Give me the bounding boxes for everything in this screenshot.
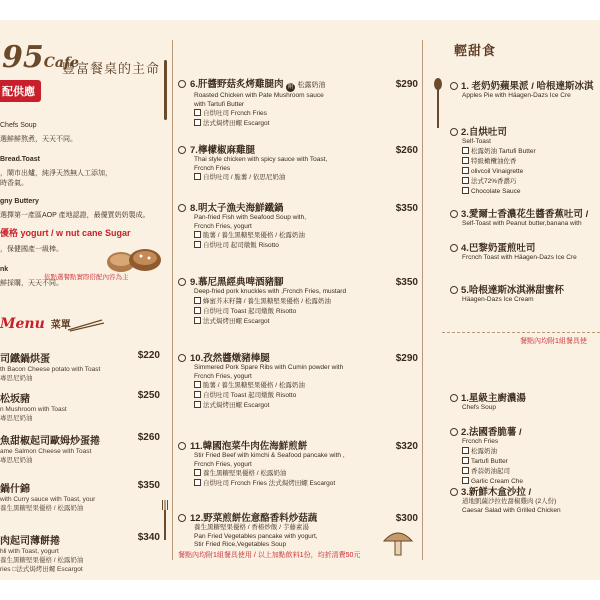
slogan: 豐富餐桌的主命: [62, 62, 161, 77]
checkbox-icon[interactable]: [462, 187, 469, 194]
sides-option: [462, 467, 600, 477]
dish-desc: Frcnch Fries: [194, 164, 231, 172]
items-title: [450, 240, 600, 254]
checkbox-icon[interactable]: [462, 457, 469, 464]
dish-option: [194, 317, 418, 327]
addon-label: [286, 82, 325, 89]
radio-icon[interactable]: [450, 428, 458, 436]
option-text: 脆薯 / 養生黑糖堅果優格 / 松露奶油: [203, 232, 305, 239]
dish-desc: ries □法式焗烤田螺 Escargot: [0, 566, 83, 573]
dish-number: 12.: [190, 513, 204, 524]
main-dish-footer-note: 餐點內均附1組餐具使用 / 以上加點飲料1份，均折清費50元: [178, 552, 361, 559]
dish-desc: 專思尼奶油: [0, 415, 33, 422]
left-menu-item: [0, 432, 160, 465]
items-title: [450, 124, 600, 138]
items-item: [450, 78, 600, 101]
main-dish-title: [178, 200, 283, 214]
dish-option: [194, 297, 418, 307]
dish-price: $350: [137, 480, 160, 491]
sides-name: 1.星級主廚濃湯: [461, 393, 526, 404]
dish-desc: n Mushroom with Toast: [0, 406, 67, 413]
checkbox-icon[interactable]: [194, 231, 201, 238]
sides-item: [450, 484, 600, 515]
option-text: 松露奶油: [471, 447, 497, 455]
checkbox-icon[interactable]: [462, 157, 469, 164]
radio-icon[interactable]: [450, 210, 458, 218]
items-option: [462, 147, 600, 157]
left-menu-item-row: [0, 350, 160, 365]
menu-card: [0, 20, 600, 580]
option-text: 自烘吐司 Frcnch Fries: [203, 110, 267, 117]
column-divider-left: [172, 40, 173, 560]
radio-icon[interactable]: [178, 442, 186, 450]
items-name: 5.哈根達斯冰淇淋甜蜜杯: [461, 285, 564, 296]
sides-title: [450, 390, 600, 404]
dish-desc: Roasted Chicken with Pate Mushroom sauce: [194, 92, 324, 99]
checkbox-icon[interactable]: [194, 173, 201, 180]
sides-option: [462, 457, 600, 467]
option-text: 脆薯 / 養生黑糖堅果優格 / 松露奶油: [203, 382, 305, 389]
sides-option: [462, 447, 600, 457]
menu-heading: [0, 316, 71, 332]
dish-number: 7.: [190, 145, 198, 156]
dish-title: 鍋什錦: [0, 484, 30, 495]
items-name: 2.自烘吐司: [461, 127, 507, 138]
items-item: [450, 124, 600, 197]
items-desc: Häagen-Dazs Ice Cream: [462, 296, 534, 303]
dish-desc: th Bacon Cheese potato with Toast: [0, 366, 101, 373]
dish-price: $300: [395, 513, 418, 524]
dish-option: [194, 469, 418, 479]
menu-heading-en: Menu: [0, 316, 45, 332]
option-text: Tartufi Butter: [471, 457, 508, 465]
right-column: [428, 20, 600, 580]
option-text: 自烘吐司 Toast 起司燉飯 Risotto: [203, 392, 297, 399]
dish-option: [194, 241, 418, 251]
checkbox-icon[interactable]: [462, 467, 469, 474]
items-option: [462, 167, 600, 177]
main-dish-header: [178, 76, 418, 92]
option-text: 自烘吐司 / 脆薯 / 依思尼奶油: [203, 174, 286, 181]
left-menu-item: [0, 532, 160, 574]
dish-price: $290: [395, 353, 418, 364]
option-text: 法式焗烤田螺 Escargot: [203, 120, 270, 127]
sides-name: 3.新鮮木盒沙拉 /: [461, 487, 532, 498]
dish-number: 11.: [190, 441, 203, 452]
dessert-note: 餐點內均附1組餐具使: [520, 338, 587, 345]
main-dish-header: [178, 510, 418, 524]
main-dish-title: [178, 350, 270, 364]
option-text: 法式焗烤田螺 Escargot: [203, 402, 270, 409]
dish-desc: 養生黑糖堅果優格 / 松露奶油: [0, 505, 84, 512]
column-divider-right: [422, 40, 423, 560]
dish-title: 魚甜椒起司歐姆炒蛋捲: [0, 436, 100, 447]
checkbox-icon[interactable]: [462, 147, 469, 154]
left-menu-item-row: [0, 432, 160, 447]
dish-title: 司鐵鍋烘蛋: [0, 354, 50, 365]
dish-desc: Frcnch Fries, yogurt: [194, 372, 252, 380]
checkbox-icon[interactable]: [462, 177, 469, 184]
main-dish-title: [178, 274, 283, 288]
checkbox-icon[interactable]: [462, 167, 469, 174]
dish-price: $260: [395, 145, 418, 156]
radio-icon[interactable]: [178, 278, 186, 286]
dish-option: [194, 381, 418, 391]
items-desc: Apples Pie with Häagen-Dazs Ice Cre: [462, 92, 571, 99]
items-desc: Self-Toast: [462, 138, 491, 145]
left-menu-item: [0, 390, 160, 423]
radio-icon[interactable]: [450, 82, 458, 90]
radio-icon[interactable]: [178, 80, 186, 88]
sides-item: [450, 424, 600, 487]
dish-price: $350: [395, 277, 418, 288]
main-dish-header: [178, 350, 418, 364]
dish-desc: Simmered Pork Spare Ribs with Cumin powder with: [194, 364, 344, 371]
radio-icon[interactable]: [178, 354, 186, 362]
checkbox-icon[interactable]: [194, 119, 201, 126]
combo-note: 依點選餐點實際搭配內容為主: [44, 274, 129, 281]
checkbox-icon[interactable]: [194, 307, 201, 314]
main-dish-title: [178, 76, 325, 92]
items-item: [450, 206, 600, 229]
radio-icon[interactable]: [450, 488, 458, 496]
radio-icon[interactable]: [450, 128, 458, 136]
items-name: 4.巴黎奶蛋煎吐司: [461, 243, 536, 254]
option-text: olivcoil Vinaigrette: [471, 167, 524, 175]
dish-desc: Stir Fried Rice,Vegetables Soup: [194, 541, 287, 548]
menu-heading-cn: 菜單: [50, 320, 71, 331]
checkbox-icon[interactable]: [194, 401, 201, 408]
dish-name: 檸檬椒麻雞腿: [197, 145, 255, 156]
radio-icon[interactable]: [450, 286, 458, 294]
dessert-divider: [442, 332, 600, 333]
dish-desc: ame Salmon Cheese with Toast: [0, 448, 92, 455]
dish-desc: with Tartufi Butter: [194, 100, 245, 108]
dish-number: 8.: [190, 203, 198, 214]
left-menu-item-row: [0, 532, 160, 547]
intro-line: ，保健國產一級棒。: [0, 246, 63, 253]
main-dish-title: [178, 510, 317, 524]
logo-number: 95: [2, 40, 44, 75]
dish-name: 野菜煎餅佐意酪香料炒菇蔬: [203, 513, 318, 524]
items-name: 3.愛爾士香濃花生醬香蕉吐司 /: [461, 209, 589, 220]
option-text: 自烘吐司 起司燉飯 Risotto: [203, 242, 279, 249]
intro-line: ，鬧市出爐，純淨天然無人工添加，: [0, 170, 112, 177]
intro-line: Chefs Soup: [0, 122, 37, 129]
dish-desc: Stir Fried Beef with kimchi & Seafood pancake with ,: [194, 452, 345, 459]
badge-icon: 附: [288, 84, 294, 90]
option-text: 蜂蜜芥末籽醬 / 養生黑糖堅果優格 / 松露奶油: [203, 297, 331, 305]
option-text: 法式72%香濃巧: [471, 177, 517, 185]
main-dish-header: [178, 200, 418, 214]
bread-illustration: [105, 242, 165, 276]
dish-number: 6.: [190, 79, 198, 90]
radio-icon[interactable]: [450, 394, 458, 402]
option-text: Garlic Cream Che: [471, 477, 524, 485]
dish-price: $260: [137, 432, 160, 443]
sides-item: [450, 390, 600, 413]
option-text: 松露奶油 Tartufi Butter: [471, 147, 536, 155]
left-column: [0, 20, 172, 580]
sides-name: 2.法國香脆薯 /: [461, 427, 522, 438]
cutlery-icon: [66, 318, 106, 332]
dish-name: 韓國泡菜牛肉佐海鮮煎餅: [202, 441, 308, 452]
main-dish-header: [178, 274, 418, 288]
items-item: [450, 282, 600, 305]
sides-desc: Frcnch Fries: [462, 438, 499, 445]
dish-desc: with Curry sauce with Toast, your: [0, 496, 96, 503]
option-text: 自烘吐司 Frcnch Fries 法式焗烤田螺 Escargot: [203, 480, 336, 487]
items-title: [450, 206, 600, 220]
dish-option: [194, 479, 418, 489]
radio-icon[interactable]: [178, 514, 186, 522]
checkbox-icon[interactable]: [194, 381, 201, 388]
dish-desc: 專思尼奶油: [0, 375, 33, 382]
left-menu-item-row: [0, 390, 160, 405]
checkbox-icon[interactable]: [194, 109, 201, 116]
red-tag: 配供應: [0, 80, 41, 102]
middle-column: [178, 20, 418, 580]
dish-price: $340: [137, 532, 160, 543]
dish-name: 慕尼黑經典啤酒豬腳: [197, 277, 284, 288]
main-dish-item: [178, 142, 418, 183]
items-item: [450, 240, 600, 263]
addon-text: 松露奶油: [297, 82, 326, 89]
dish-name: 孜然醬燉豬棒腿: [203, 353, 270, 364]
intro-line: Bread.Toast: [0, 156, 40, 163]
option-text: Chocolate Sauce: [471, 187, 521, 195]
dish-price: $290: [395, 79, 418, 90]
spoon-icon: [434, 78, 442, 128]
items-title: [450, 282, 600, 296]
items-desc: Frcnch Toast with Häagen-Dazs Ice Cre: [462, 254, 577, 261]
dish-name: 明太子漁夫海鮮鐵鍋: [197, 203, 284, 214]
checkbox-icon[interactable]: [462, 447, 469, 454]
dish-option: [194, 173, 418, 183]
checkbox-icon[interactable]: [194, 297, 201, 304]
dish-desc: hli with Toast, yogurt: [0, 548, 59, 555]
dish-title: 肉起司薄餅捲: [0, 536, 60, 547]
main-dish-item: [178, 76, 418, 129]
dish-option: [194, 391, 418, 401]
option-text: 特級橄欖油佐香: [471, 157, 517, 165]
items-name: 1. 老奶奶蘋果派 / 哈根達斯冰淇: [461, 81, 594, 92]
main-dish-item: [178, 200, 418, 251]
checkbox-icon[interactable]: [194, 479, 201, 486]
dish-desc: Thai style chicken with spicy sauce with Toast,: [194, 156, 328, 163]
dish-desc: Frcnch Fries, yogurt: [194, 460, 252, 468]
main-dish-item: [178, 350, 418, 411]
option-text: 自烘吐司 Toast 起司燉飯 Risotto: [203, 307, 297, 315]
sides-desc: Chefs Soup: [462, 404, 496, 411]
option-text: 香蒜奶油起司: [471, 467, 510, 475]
left-menu-item: [0, 480, 160, 513]
mushroom-illustration: [380, 525, 416, 559]
dish-desc: 養生黑糖堅果優格 / 香椿炒飯 / 芋藤素湯: [194, 524, 309, 531]
items-desc: Self-Toast with Peanut butter,banana with: [462, 220, 582, 227]
checkbox-icon[interactable]: [194, 391, 201, 398]
radio-icon[interactable]: [178, 204, 186, 212]
dish-desc: Pan-fried Fish with Seafood Soup with,: [194, 214, 307, 221]
items-option: [462, 157, 600, 167]
intro-line: gny Buttery: [0, 198, 39, 205]
dish-number: 9.: [190, 277, 198, 288]
dish-price: $250: [137, 390, 160, 401]
dish-name: 肝醬野菇炙烤雞腿肉: [197, 79, 284, 90]
dish-price: $220: [137, 350, 160, 361]
dish-price: $320: [395, 441, 418, 452]
left-menu-item: [0, 350, 160, 383]
sides-title: [450, 424, 600, 438]
intro-line: 選擇第一產區AOP 產地認證，最優質奶奶製成。: [0, 212, 150, 219]
items-option: [462, 177, 600, 187]
yogurt-line: 優格 yogurt / w nut cane Sugar: [0, 228, 131, 238]
logo-word: Cafe: [43, 55, 79, 71]
intro-line: 時香氣。: [0, 180, 28, 187]
sides-title: [450, 484, 600, 498]
knife-icon: [160, 60, 170, 120]
main-dish-title: [178, 142, 255, 156]
checkbox-icon[interactable]: [194, 241, 201, 248]
main-dish-header: [178, 142, 418, 156]
dish-desc: 專思尼奶油: [0, 457, 33, 464]
dessert-heading: 輕甜食: [454, 43, 497, 58]
dish-option: [194, 307, 418, 317]
checkbox-icon[interactable]: [194, 317, 201, 324]
dish-option: [194, 109, 418, 119]
main-dish-header: [178, 438, 418, 452]
dish-option: [194, 401, 418, 411]
sides-desc: Caesar Salad with Grilled Chicken: [462, 506, 561, 514]
items-option: [462, 187, 600, 197]
intro-line: nk: [0, 266, 9, 273]
option-text: 養生黑糖堅果優格 / 松露奶油: [203, 470, 287, 477]
main-dish-title: [178, 438, 307, 452]
dish-desc: Frcnch Fries, yogurt: [194, 222, 252, 230]
dish-price: $350: [395, 203, 418, 214]
left-menu-item-row: [0, 480, 160, 495]
dish-desc: Deep-fried pork knuckles with ,Frcnch Fries, mustard: [194, 288, 347, 295]
radio-icon[interactable]: [450, 244, 458, 252]
option-text: 法式焗烤田螺 Escargot: [203, 317, 270, 325]
dish-option: [194, 231, 418, 241]
items-title: [450, 78, 600, 92]
checkbox-icon[interactable]: [462, 477, 469, 484]
dish-desc: Pan Fried Vegetables pancake with yogurt,: [194, 532, 318, 540]
intro-line: 選鮮鮮熬煮，天天不同。: [0, 136, 77, 143]
sides-desc: 道地凱薩沙拉佐甜椒雞肉 (2人份): [462, 498, 557, 505]
main-dish-item: [178, 274, 418, 327]
radio-icon[interactable]: [178, 146, 186, 154]
dish-number: 10.: [190, 353, 204, 364]
dish-title: 松坂豬: [0, 394, 30, 405]
dish-desc: 養生黑糖堅果優格 / 松露奶油: [0, 557, 84, 564]
checkbox-icon[interactable]: [194, 469, 201, 476]
dish-option: [194, 119, 418, 129]
intro-line: 鮮採購，天天不同。: [0, 280, 63, 287]
main-dish-item: [178, 438, 418, 489]
fork-icon: [160, 500, 170, 540]
